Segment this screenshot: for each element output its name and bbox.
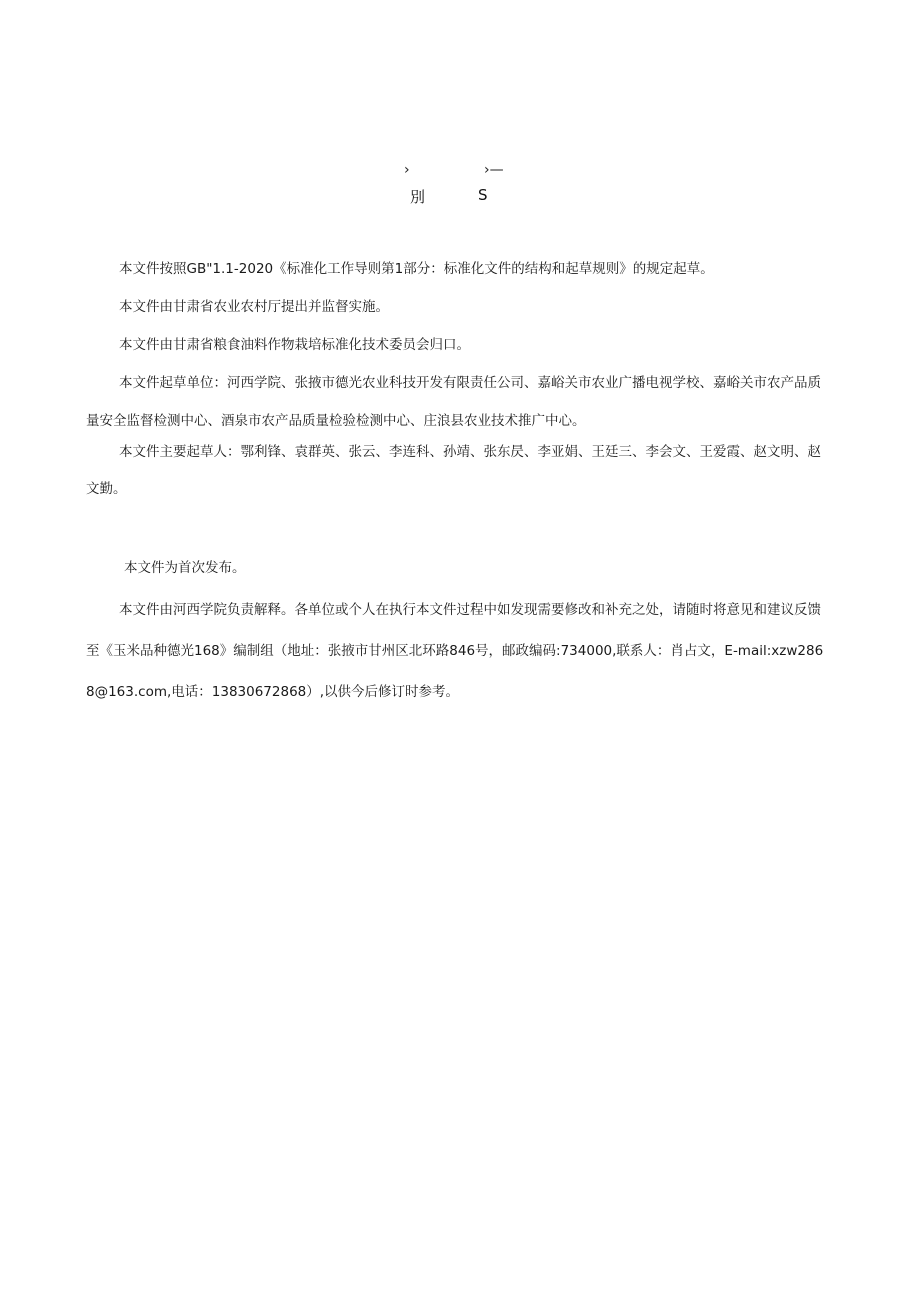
heading-mark-left: › xyxy=(404,162,410,178)
page-title-part-2: S xyxy=(478,186,488,204)
paragraph-drafting-units: 本文件起草单位：河西学院、张掖市德光农业科技开发有限责任公司、嘉峪关市农业广播电视学校、嘉峪关市农产品质量安全监督检测中心、酒泉市农产品质量检验检测中心、庄浪县农业技术推广中心。 xyxy=(86,375,821,429)
paragraph-main-drafters: 本文件主要起草人：鄂利锋、袁群英、张云、李连科、孙靖、张东昃、李亚娟、王廷三、李会文、王爱霞、赵文明、赵文勤。 xyxy=(86,444,821,497)
paragraph-interpretation-contact: 本文件由河西学院负责解释。各单位或个人在执行本文件过程中如发现需要修改和补充之处，请随时将意见和建议反馈至《玉米品种德光168》编制组（地址：张掖市甘州区北环路846号，邮政编码:734000,联系人：肖占文，E-mail:xzw2868@163.com,电话：13830672868）,以供今后修订时参考。 xyxy=(86,602,824,700)
page-title xyxy=(410,186,510,208)
paragraph-first-release: 本文件为首次发布。 xyxy=(124,560,246,576)
paragraph-proposer: 本文件由甘肃省农业农村厅提出并监督实施。 xyxy=(119,299,389,315)
heading-mark-right: ›— xyxy=(484,162,504,178)
paragraph-centralized-by: 本文件由甘肃省粮食油料作物栽培标准化技术委员会归口。 xyxy=(119,337,470,353)
page-title-part-1: 別 xyxy=(410,188,426,206)
heading-marks xyxy=(404,162,524,182)
paragraph-drafting-basis: 本文件按照GB"1.1-2020《标准化工作导则第1部分：标准化文件的结构和起草规则》的规定起草。 xyxy=(119,261,714,277)
